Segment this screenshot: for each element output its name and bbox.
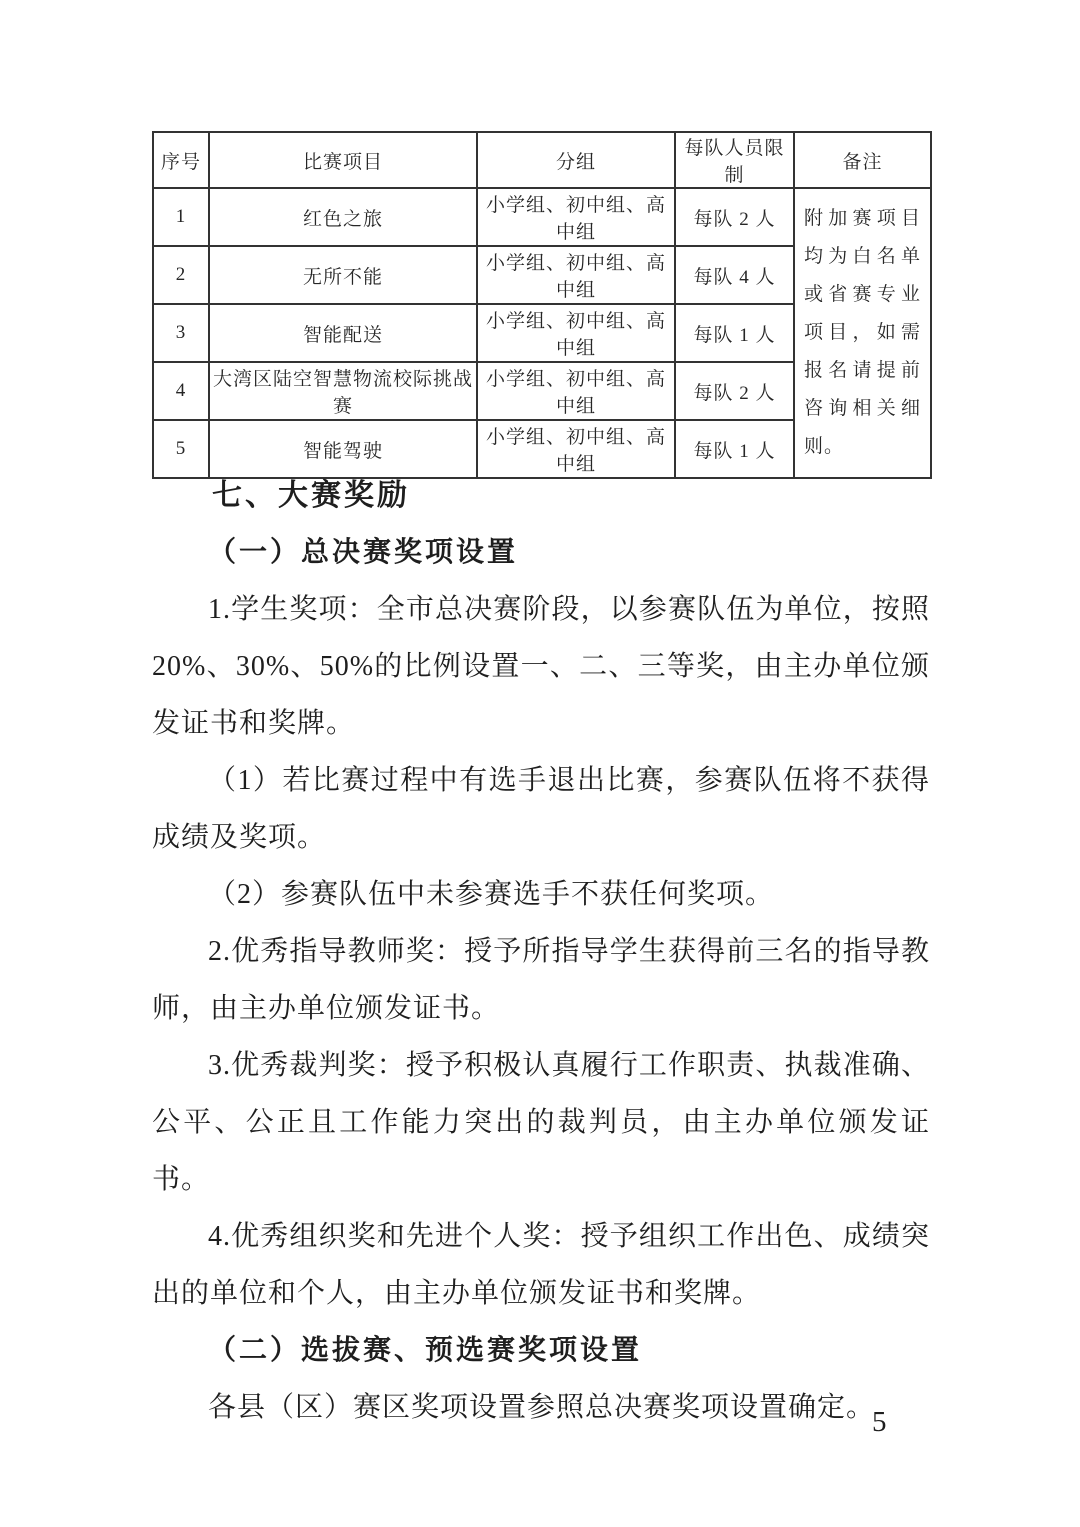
cell-group: 小学组、初中组、高中组 [477,304,675,362]
cell-remark [794,188,931,478]
cell-group: 小学组、初中组、高中组 [477,420,675,478]
paragraph-student-awards: 1.学生奖项：全市总决赛阶段，以参赛队伍为单位，按照 20%、30%、50%的比例设置一、二、三等奖，由主办单位颁发证书和奖牌。 [152,594,930,739]
header-remark: 备注 [794,132,931,188]
cell-seq: 2 [153,246,209,304]
cell-seq: 5 [153,420,209,478]
cell-limit: 每队 4 人 [675,246,794,304]
cell-limit: 每队 1 人 [675,420,794,478]
cell-group: 小学组、初中组、高中组 [477,246,675,304]
paragraph-teacher-award: 2.优秀指导教师奖：授予所指导学生获得前三名的指导教师，由主办单位颁发证书。 [152,936,930,1024]
remark-text: 附加赛项目均为白名单或省赛专业项目，如需报名请提前咨询相关细则。 [804,208,921,457]
cell-seq: 1 [153,188,209,246]
cell-seq: 3 [153,304,209,362]
subsection-final-awards: （一）总决赛奖项设置 [208,537,519,568]
cell-limit: 每队 1 人 [675,304,794,362]
cell-group: 小学组、初中组、高中组 [477,188,675,246]
paragraph-nonparticipant-rule: （2）参赛队伍中未参赛选手不获任何奖项。 [208,879,775,910]
competition-events-table [152,131,932,479]
header-group: 分组 [477,132,675,188]
table-header-row [153,132,931,188]
cell-limit: 每队 2 人 [675,188,794,246]
paragraph-organization-award: 4.优秀组织奖和先进个人奖：授予组织工作出色、成绩突出的单位和个人，由主办单位颁发证书和奖牌。 [152,1221,930,1309]
cell-seq: 4 [153,362,209,420]
document-body [152,467,930,1436]
cell-event: 智能配送 [209,304,477,362]
cell-event: 无所不能 [209,246,477,304]
paragraph-referee-award: 3.优秀裁判奖：授予积极认真履行工作职责、执裁准确、公平、公正且工作能力突出的裁判员，由主办单位颁发证书。 [152,1050,930,1195]
subsection-preliminary-awards: （二）选拔赛、预选赛奖项设置 [208,1335,643,1366]
section-heading-awards: 七、大赛奖励 [212,479,410,512]
header-event: 比赛项目 [209,132,477,188]
cell-event: 大湾区陆空智慧物流校际挑战赛 [209,362,477,420]
paragraph-district-awards: 各县（区）赛区奖项设置参照总决赛奖项设置确定。 [208,1392,876,1423]
page-number: 5 [872,1406,887,1438]
header-limit: 每队人员限制 [675,132,794,188]
cell-group: 小学组、初中组、高中组 [477,362,675,420]
cell-event: 智能驾驶 [209,420,477,478]
paragraph-withdraw-rule: （1）若比赛过程中有选手退出比赛，参赛队伍将不获得成绩及奖项。 [152,765,930,853]
cell-event: 红色之旅 [209,188,477,246]
header-seq: 序号 [153,132,209,188]
table-row [153,188,931,246]
cell-limit: 每队 2 人 [675,362,794,420]
